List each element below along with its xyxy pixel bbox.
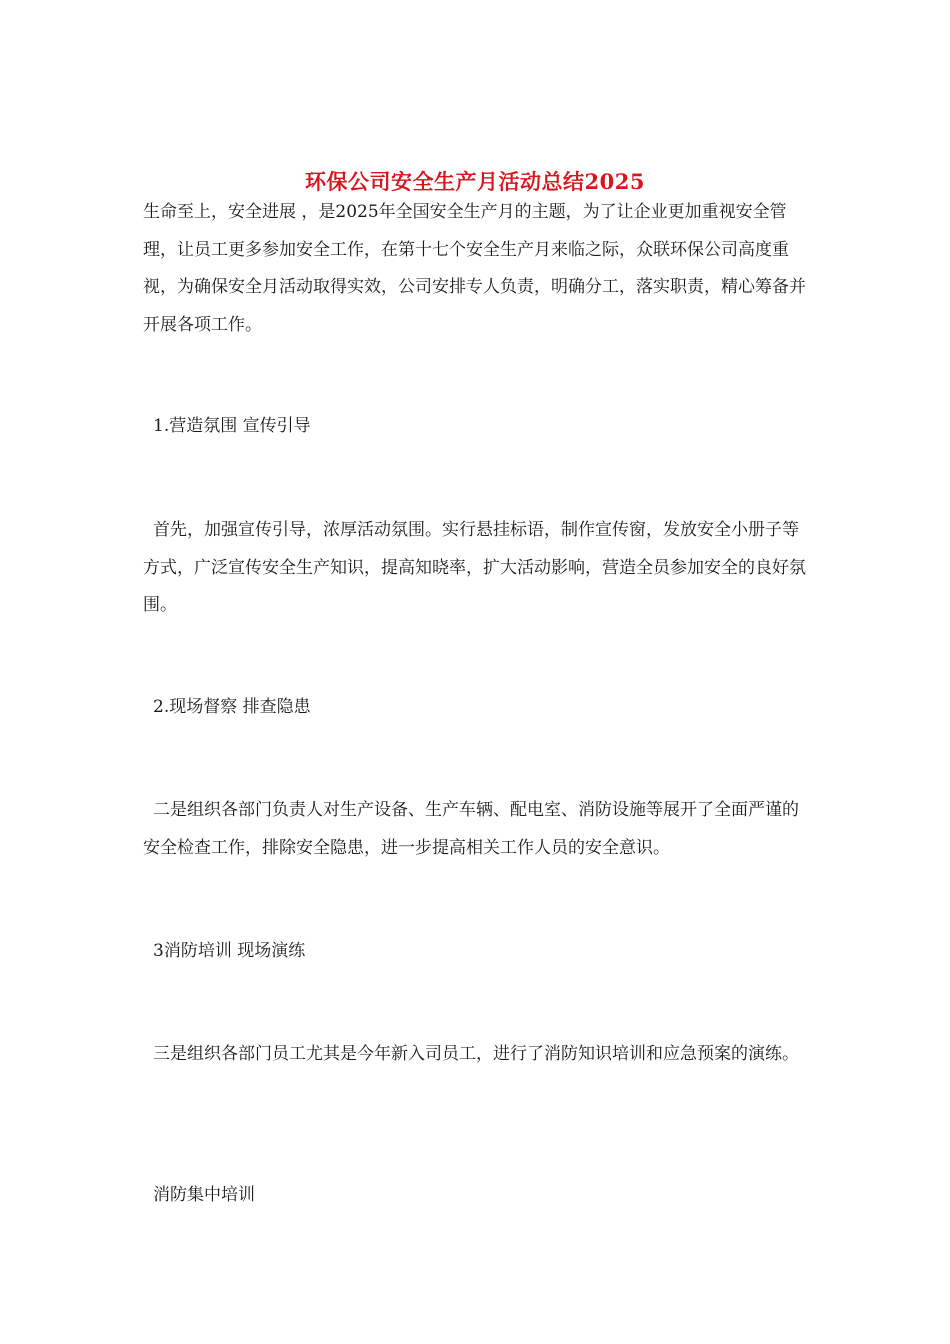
section-heading-3: 3消防培训 现场演练 [153,941,306,961]
section-heading-4: 消防集中培训 [153,1185,255,1205]
document-title: 环保公司安全生产月活动总结2025 [305,169,645,195]
section-heading-1: 1.营造氛围 宣传引导 [153,416,311,436]
section-body-3: 三是组织各部门员工尤其是今年新入司员工，进行了消防知识培训和应急预案的演练。 [153,1044,799,1064]
section-heading-2: 2.现场督察 排查隐患 [153,697,311,717]
section-body-2: 二是组织各部门负责人对生产设备、生产车辆、配电室、消防设施等展开了全面严谨的安全检查工作，排除安全隐患，进一步提高相关工作人员的安全意识。 [143,800,799,858]
section-body-1: 首先，加强宣传引导，浓厚活动氛围。实行悬挂标语，制作宣传窗，发放安全小册子等方式，广泛宣传安全生产知识，提高知晓率，扩大活动影响，营造全员参加安全的良好氛围。 [143,520,806,615]
intro-paragraph: 生命至上，安全进展 ，是2025年全国安全生产月的主题，为了让企业更加重视安全管理，让员工更多参加安全工作，在第十七个安全生产月来临之际，众联环保公司高度重视，为确保安全月活动取得实效，公司安排专人负责，明确分工，落实职责，精心筹备并开展各项工作。 [143,202,806,335]
